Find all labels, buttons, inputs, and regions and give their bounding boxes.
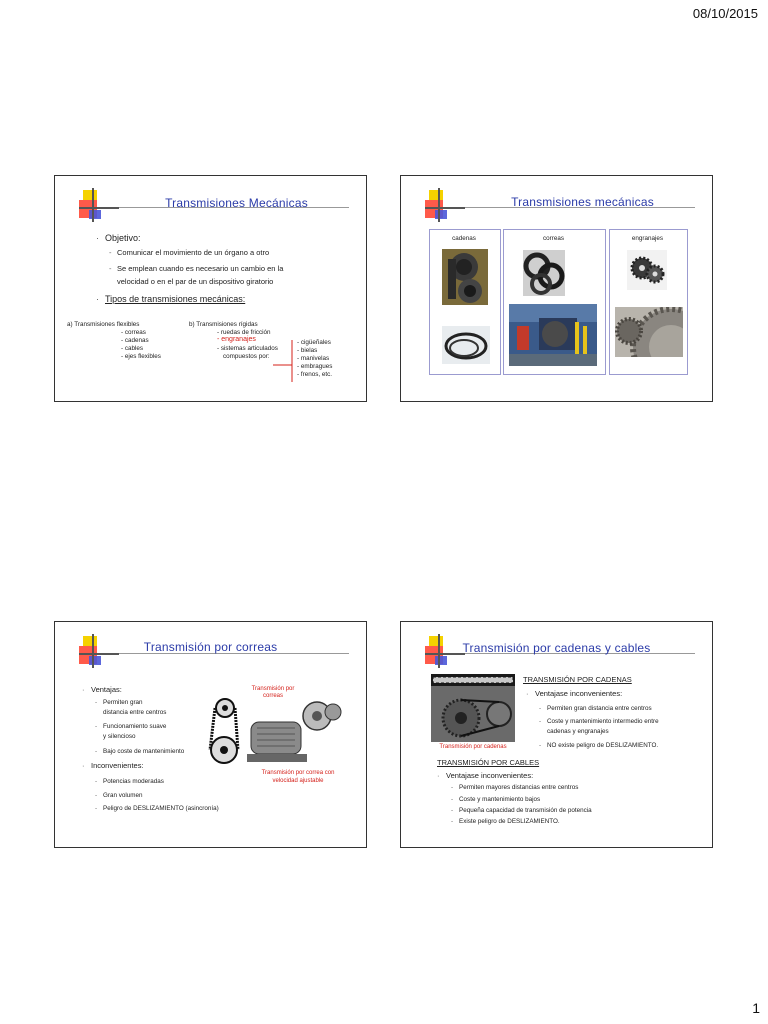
cables-item: - Permiten mayores distancias entre centros — [459, 784, 578, 793]
cadenas-heading: TRANSMISIÓN POR CADENAS — [523, 675, 632, 684]
cables-item: - Coste y mantenimiento bajos — [459, 796, 540, 805]
ventajas-label: · Ventajas: — [91, 686, 122, 695]
col-b-heading: b) Transmisiones rígidas — [189, 321, 258, 328]
slide-title: Transmisiones Mecánicas — [165, 196, 308, 210]
illustration-adjustable-belt-motor — [247, 692, 347, 768]
cadenas-item: - NO existe peligro de DESLIZAMIENTO. — [547, 742, 658, 751]
objetivo-item: velocidad o en el par de un dispositivo giratorio — [117, 277, 274, 286]
caption-velocidad-2: velocidad ajustable — [272, 778, 324, 784]
page-number: 1 — [752, 1000, 760, 1016]
col-b-item: - ruedas de fricción — [217, 329, 271, 336]
photo-gears-small — [627, 250, 667, 290]
col-b-item: compuestos por: — [223, 353, 270, 360]
col-b-item-engranajes: - engranajes — [217, 336, 256, 343]
col-a-item: - cables — [121, 345, 144, 352]
bracket-connector — [273, 334, 299, 384]
label-correas: correas — [543, 235, 564, 242]
document-date: 08/10/2015 — [692, 6, 758, 21]
photo-belts-loop — [442, 326, 490, 364]
objetivo-item: - Comunicar el movimiento de un órgano a otro — [117, 249, 269, 258]
ventajas-item: distancia entre centros — [103, 709, 167, 716]
slide-transmisiones-mecanicas-images — [400, 175, 713, 402]
tipos-label: · Tipos de transmisiones mecánicas: — [105, 293, 245, 306]
caption-correas-2: correas — [262, 693, 283, 699]
cadenas-item: cadenas y engranajes — [547, 728, 609, 735]
cables-heading: TRANSMISIÓN POR CABLES — [437, 758, 540, 767]
col-c-item: - bielas — [297, 347, 318, 354]
cables-label: · Ventajase inconvenientes: — [446, 772, 533, 781]
slide-transmisiones-mecanicas — [54, 175, 367, 402]
col-a-heading: a) Transmisiones flexibles — [67, 321, 140, 328]
slide-title: Transmisiones mecánicas — [511, 195, 654, 209]
cadenas-item: - Permiten gran distancia entre centros — [547, 705, 652, 714]
slide-logo — [425, 188, 465, 222]
ventajas-item: - Permiten gran — [103, 699, 143, 708]
slide-transmision-por-correas — [54, 621, 367, 848]
slide-logo — [79, 188, 119, 222]
col-a-item: - cadenas — [121, 337, 149, 344]
col-c-item: - frenos, etc. — [297, 371, 332, 378]
cables-item: - Pequeña capacidad de transmisión de potencia — [459, 807, 592, 816]
col-c-item: - embragues — [297, 363, 333, 370]
cadenas-item: - Coste y mantenimiento intermedio entre — [547, 718, 659, 727]
cadenas-label: · Ventajase inconvenientes: — [535, 690, 622, 699]
inconvenientes-item: - Potencias moderadas — [103, 778, 164, 787]
photo-industrial-belt-drive — [509, 304, 597, 366]
slide-transmision-por-cadenas-y-cables — [400, 621, 713, 848]
ventajas-item: y silencioso — [103, 733, 136, 740]
caption-velocidad-1: Transmisión por correa con — [261, 770, 335, 776]
label-engranajes: engranajes — [631, 235, 664, 242]
objetivo-item: - Se emplean cuando es necesario un cambio en la — [117, 265, 283, 274]
col-c-item: - cigüeñales — [297, 339, 331, 346]
col-a-item: - correas — [121, 329, 146, 336]
photo-belt-rolls — [523, 250, 565, 296]
photo-chain-sprockets — [442, 249, 488, 305]
objetivo-label: · Objetivo: — [105, 232, 141, 245]
caption-cadenas: Transmisión por cadenas — [439, 744, 507, 750]
inconvenientes-label: · Inconvenientes: — [91, 762, 144, 771]
ventajas-item: - Funcionamiento suave — [103, 723, 166, 732]
col-c-item: - manivelas — [297, 355, 330, 362]
photo-gears-large — [615, 307, 683, 357]
caption-correas-1: Transmisión por — [251, 686, 295, 692]
slide-title: Transmisión por correas — [143, 640, 278, 654]
col-a-item: - ejes flexibles — [121, 353, 161, 360]
col-b-item: - sistemas articulados — [217, 345, 278, 352]
slide-title: Transmisión por cadenas y cables — [462, 641, 651, 655]
ventajas-item: - Bajo coste de mantenimiento — [103, 748, 184, 757]
label-cadenas: cadenas — [452, 235, 476, 242]
inconvenientes-item: - Peligro de DESLIZAMIENTO (asincronía) — [103, 805, 219, 814]
cables-item: - Existe peligro de DESLIZAMIENTO. — [459, 818, 560, 827]
illustration-belt-pulleys — [205, 692, 243, 768]
photo-chain-drive — [431, 674, 515, 742]
inconvenientes-item: - Gran volumen — [103, 792, 143, 801]
